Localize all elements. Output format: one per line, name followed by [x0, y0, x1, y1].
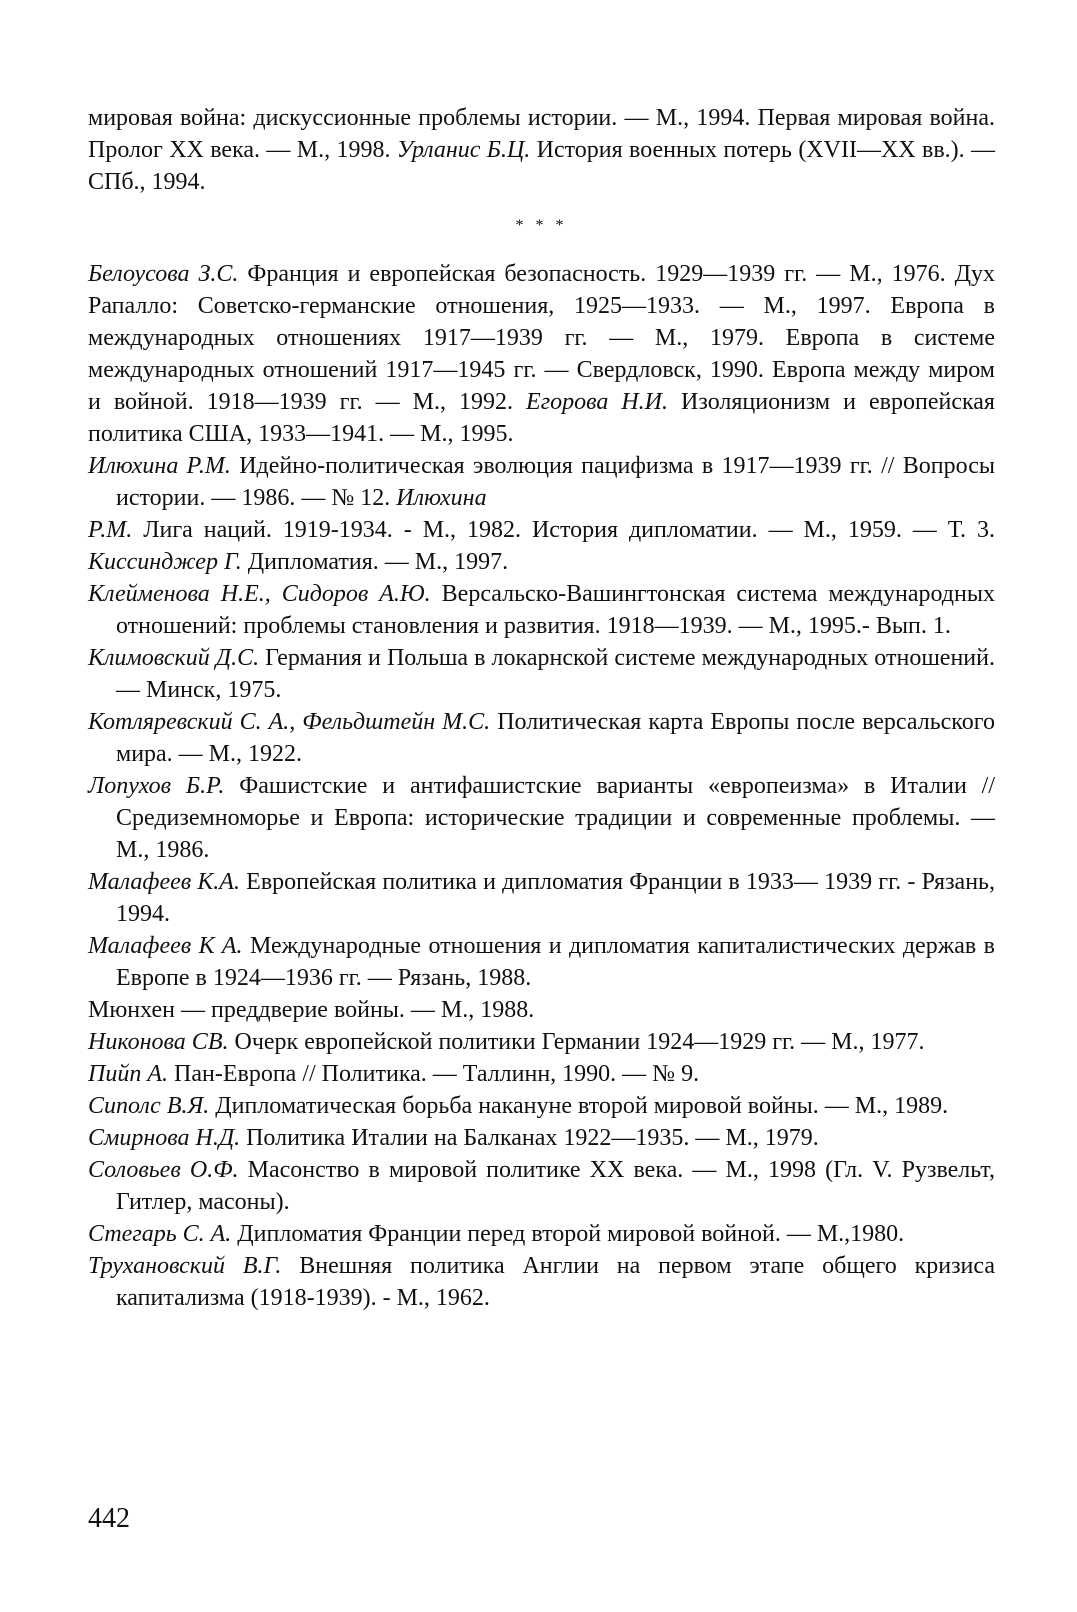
entry-author: Никонова СВ. [88, 1029, 229, 1055]
bibliography-entry [88, 770, 995, 866]
bibliography-entry [88, 1026, 995, 1058]
bibliography-entry [88, 1090, 995, 1122]
bibliography-entry [88, 1058, 995, 1090]
bibliography-entry [88, 514, 995, 578]
entry-author: Смирнова Н.Д. [88, 1125, 241, 1151]
bibliography-entry [88, 1250, 995, 1314]
bibliography-entry [88, 706, 995, 770]
entry-author: Клейменова Н.Е., Сидоров А.Ю. [88, 581, 431, 607]
entry-author: Малафеев К.А. [88, 869, 240, 895]
entry-author: Киссинджер Г. [88, 549, 242, 575]
entry-text: Версальско-Вашингтонская система международных отношений: проблемы становления и развития. 1918—1939. — М., 1995.- Вып. 1. [116, 581, 995, 639]
entry-text: Идейно-политическая эволюция пацифизма в 1917—1939 гг. // Вопросы истории. — 1986. — № 12. [116, 453, 995, 511]
intro-text: мировая война: дискуссионные проблемы истории. — М., 1994. Первая мировая война. Пролог XX века. — М., 1998. [88, 105, 995, 163]
entry-author: Белоусова З.С. [88, 261, 239, 287]
bibliography-entry [88, 994, 995, 1026]
entry-text: Мюнхен — преддверие войны. — М., 1988. [88, 997, 535, 1023]
entry-author: Сиполс В.Я. [88, 1093, 210, 1119]
entry-text: Германия и Польша в локарнской системе международных отношений. — Минск, 1975. [116, 645, 995, 703]
entry-text: Изоляционизм и европейская политика США, 1933—1941. — М., 1995. [88, 389, 995, 447]
entry-author: Егорова Н.И. [526, 389, 669, 415]
entry-author: Трухановский В.Г. [88, 1253, 282, 1279]
section-separator: * * * [515, 217, 568, 234]
entry-text: Политическая карта Европы после версальского мира. — М., 1922. [116, 709, 995, 767]
page-body [88, 102, 995, 1314]
entry-text: Пан-Европа // Политика. — Таллинн, 1990. — № 9. [168, 1061, 700, 1087]
entry-author: Илюхина Р.М. [88, 453, 231, 479]
entry-text: Политика Италии на Балканах 1922—1935. — М., 1979. [240, 1125, 819, 1151]
entry-text: Внешняя политика Англии на первом этапе общего кризиса капитализма (1918-1939). - М., 1962. [116, 1253, 995, 1311]
entry-text: Очерк европейской политики Германии 1924—1929 гг. — М., 1977. [228, 1029, 925, 1055]
entry-author: Илюхина [396, 485, 487, 511]
entry-author: Соловьев О.Ф. [88, 1157, 239, 1183]
entry-author: Котляревский С. А., Фельдштейн М.С. [88, 709, 491, 735]
entry-text: Дипломатия Франции перед второй мировой войной. — М.,1980. [231, 1221, 905, 1247]
page-number: 442 [88, 1503, 130, 1534]
bibliography-entry [88, 1154, 995, 1218]
entry-text: Европейская политика и дипломатия Франции в 1933— 1939 гг. - Рязань, 1994. [116, 869, 995, 927]
entry-text: Международные отношения и дипломатия капиталистических держав в Европе в 1924—1936 гг. — Рязань, 1988. [116, 933, 995, 991]
bibliography-entry [88, 258, 995, 450]
bibliography-entry [88, 1122, 995, 1154]
bibliography-list [88, 258, 995, 1314]
entry-text: Фашистские и антифашистские варианты «европеизма» в Италии // Средиземноморье и Европа: исторические традиции и современные проблемы. — М., 1986. [116, 773, 995, 863]
entry-author: Малафеев К А. [88, 933, 243, 959]
entry-text: Дипломатическая борьба накануне второй мировой войны. — М., 1989. [209, 1093, 949, 1119]
bibliography-entry [88, 930, 995, 994]
entry-author: Стегарь С. А. [88, 1221, 232, 1247]
entry-text: Масонство в мировой политике XX века. — М., 1998 (Гл. V. Рузвельт, Гитлер, масоны). [116, 1157, 995, 1215]
entry-text: Лига наций. 1919-1934. - М., 1982. История дипломатии. — М., 1959. — Т. 3. [132, 517, 995, 543]
intro-paragraph [88, 102, 995, 198]
entry-author: Пийп А. [88, 1061, 168, 1087]
bibliography-entry [88, 578, 995, 642]
intro-text-after: История военных потерь (XVII—XX вв.). — СПб., 1994. [88, 137, 996, 195]
entry-text: Франция и европейская безопасность. 1929—1939 гг. — М., 1976. Дух Рапалло: Советско-германские отношения, 1925—1933. — М., 1997. Европа в международных отношениях 1917—1939 гг. — М., 1979. Европа в системе международных отношений 1917—1945 гг. — Свердловск, 1990. Европа между миром и войной. 1918—1939 гг. — М., 1992. [88, 261, 995, 415]
entry-author: Р.М. [88, 517, 133, 543]
bibliography-entry [88, 450, 995, 514]
bibliography-entry [88, 642, 995, 706]
entry-author: Климовский Д.С. [88, 645, 260, 671]
entry-text: Дипломатия. — М., 1997. [241, 549, 509, 575]
bibliography-entry [88, 1218, 995, 1250]
intro-author: Урланис Б.Ц. [396, 137, 531, 163]
entry-author: Лопухов Б.Р. [88, 773, 225, 799]
bibliography-entry [88, 866, 995, 930]
